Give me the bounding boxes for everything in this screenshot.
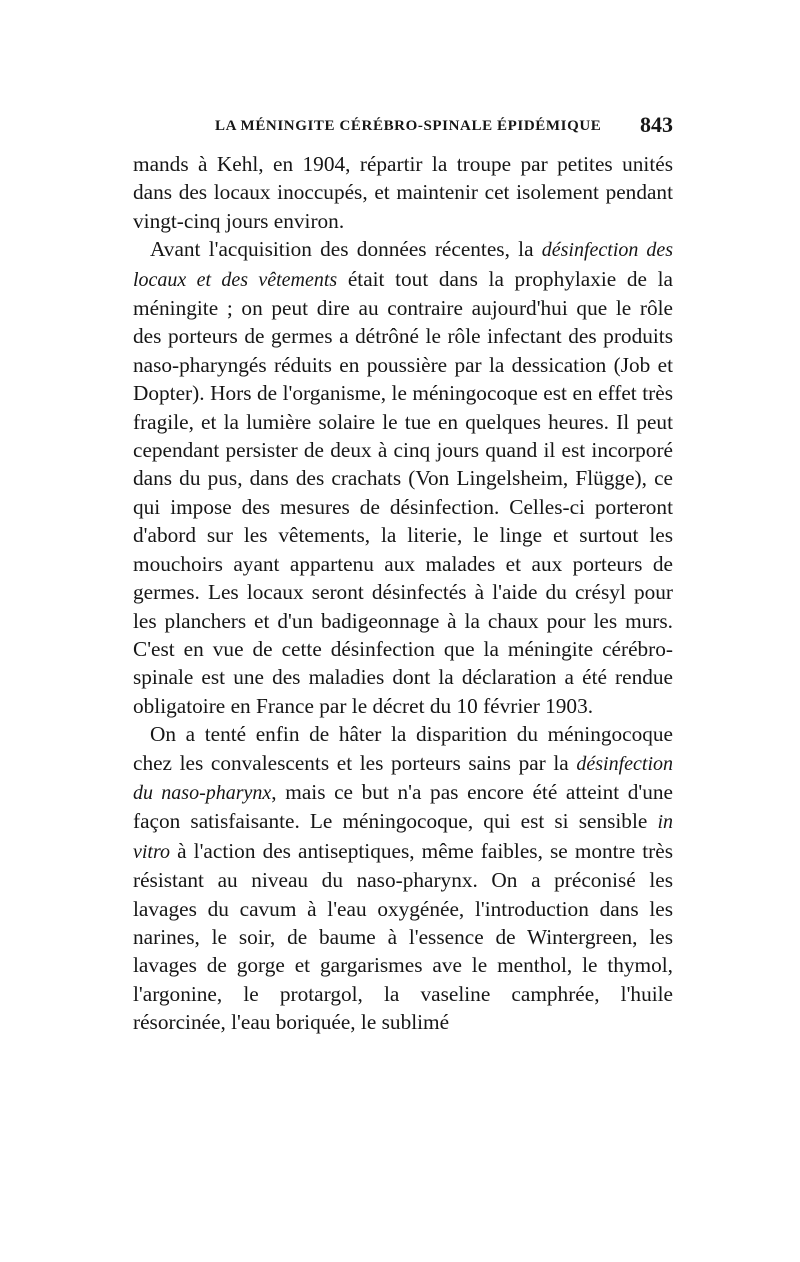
text-segment: Avant l'acquisition des données récentes, la [150,237,542,262]
paragraph-3 [133,720,673,1036]
text-segment: à l'action des antiseptiques, même faibles, se montre très résistant au niveau du naso-pharynx. On a préconisé les lavages du cavum à l'eau oxygénée, l'introduction dans les narines, le soir, de baume à l'essence de Wintergreen, les lavages de gorge et gargarismes ave le menthol, le thymol, l'argonine, le protargol, la vaseline camphrée, l'huile résorcinée, l'eau boriquée, le sublimé [133,838,673,1035]
book-page [133,112,673,1037]
text-segment: mands à Kehl, en 1904, répartir la troupe par petites unités dans des locaux inoccupés, et maintenir cet isolement pendant vingt-cinq jours environ. [133,152,673,233]
body-text [133,150,673,1037]
running-header [133,112,673,142]
text-segment: était tout dans la prophylaxie de la méningite ; on peut dire au contraire aujourd'hui que le rôle des porteurs de germes a détrôné le rôle infectant des produits naso-pharyngés réduits en poussière par la dessication (Job et Dopter). Hors de l'organisme, le méningocoque est en effet très fragile, et la lumière solaire le tue en quelques heures. Il peut cependant persister de deux à cinq jours quand il est incorporé dans du pus, dans des crachats (Von Lingelsheim, Flügge), ce qui impose des mesures de désinfection. Celles-ci porteront d'abord sur les vêtements, la literie, le linge et surtout les mouchoirs ayant appartenu aux malades et aux porteurs de germes. Les locaux seront désinfectés à l'aide du crésyl pour les planchers et d'un badigeonnage à la chaux pour les murs. C'est en vue de cette désinfection que la méningite cérébro-spinale est une des maladies dont la déclaration a été rendue obligatoire en France par le décret du 10 février 1903. [133,266,673,718]
paragraph-1 [133,150,673,235]
text-segment: , mais ce but n'a pas encore été atteint d'une façon satisfaisante. Le méningocoque, qui est si sensible [133,779,674,834]
page-number: 843 [640,112,673,137]
italic-term: désinfection des locaux et des vêtements [133,239,673,291]
italic-term: désinfection du naso-pharynx [133,752,673,804]
running-title: LA MÉNINGITE CÉRÉBRO-SPINALE ÉPIDÉMIQUE [215,118,602,134]
paragraph-2 [133,235,673,720]
italic-term: in vitro [133,811,673,863]
text-segment: On a tenté enfin de hâter la disparition du méningocoque chez les convalescents et les porteurs sains par la [133,722,673,775]
